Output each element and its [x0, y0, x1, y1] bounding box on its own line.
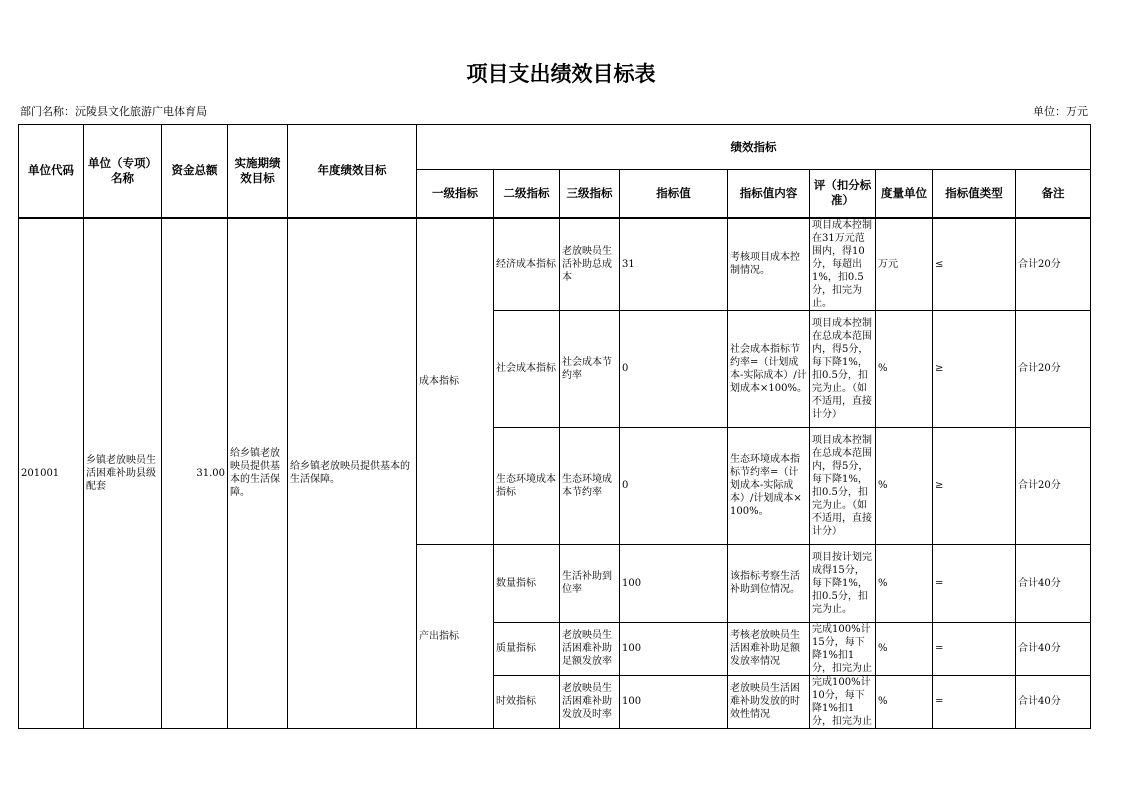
total-funds-cell: 31.00 [162, 218, 228, 729]
scoring-cell: 项目成本控制在总成本范围内，得5分，每下降1%，扣0.5分，扣完为止。（如不适用，直接计分） [810, 427, 876, 544]
unit-code-cell: 201001 [19, 218, 84, 729]
remark-cell: 合计20分 [1016, 218, 1091, 311]
indicator-value-cell: 0 [620, 310, 728, 427]
value-content-cell: 老放映员生活困难补助发放的时效性情况 [728, 675, 810, 728]
measure-unit-cell: % [876, 427, 933, 544]
measure-unit-cell: 万元 [876, 218, 933, 311]
table-row [19, 218, 1091, 311]
measure-unit-cell: % [876, 675, 933, 728]
header-period-goal: 实施期绩效目标 [228, 125, 288, 218]
level3-cell: 生活补助到位率 [560, 544, 620, 622]
scoring-cell: 项目成本控制在总成本范围内，得5分，每下降1%，扣0.5分，扣完为止。（如不适用，直接计分） [810, 310, 876, 427]
header-unit-code: 单位代码 [19, 125, 84, 218]
level3-cell: 老放映员生活困难补助发放及时率 [560, 675, 620, 728]
scoring-cell: 完成100%计15分，每下降1%扣1分，扣完为止 [810, 622, 876, 675]
measure-unit-cell: % [876, 544, 933, 622]
value-content-cell: 生态环境成本指标节约率=（计划成本-实际成本）/计划成本×100%。 [728, 427, 810, 544]
header-remark: 备注 [1016, 170, 1091, 218]
value-type-cell: ≤ [933, 218, 1016, 311]
level2-cell: 生态环境成本指标 [494, 427, 560, 544]
unit-name-cell: 乡镇老放映员生活困难补助县级配套 [84, 218, 162, 729]
value-content-cell: 该指标考察生活补助到位情况。 [728, 544, 810, 622]
remark-cell: 合计20分 [1016, 310, 1091, 427]
header-level3: 三级指标 [560, 170, 620, 218]
value-type-cell: ≥ [933, 310, 1016, 427]
remark-cell: 合计40分 [1016, 675, 1091, 728]
indicator-value-cell: 100 [620, 544, 728, 622]
header-value-content: 指标值内容 [728, 170, 810, 218]
level2-cell: 社会成本指标 [494, 310, 560, 427]
indicator-value-cell: 100 [620, 622, 728, 675]
remark-cell: 合计40分 [1016, 622, 1091, 675]
scoring-cell: 完成100%计10分，每下降1%扣1分，扣完为止 [810, 675, 876, 728]
header-value-type: 指标值类型 [933, 170, 1016, 218]
scoring-cell: 项目成本控制在31万元范围内，得10分，每超出1%，扣0.5分，扣完为止。 [810, 218, 876, 311]
value-type-cell: = [933, 544, 1016, 622]
indicator-value-cell: 100 [620, 675, 728, 728]
header-scoring: 评（扣分标准） [810, 170, 876, 218]
value-content-cell: 考核项目成本控制情况。 [728, 218, 810, 311]
annual-goal-cell: 给乡镇老放映员提供基本的生活保障。 [288, 218, 417, 729]
header-measure-unit: 度量单位 [876, 170, 933, 218]
currency-unit-label: 单位：万元 [1033, 105, 1088, 118]
level2-cell: 时效指标 [494, 675, 560, 728]
header-annual-goal: 年度绩效目标 [288, 125, 417, 218]
period-goal-cell: 给乡镇老放映员提供基本的生活保障。 [228, 218, 288, 729]
value-content-cell: 社会成本指标节约率=（计划成本-实际成本）/计划成本×100%。 [728, 310, 810, 427]
value-type-cell: = [933, 675, 1016, 728]
level3-cell: 老放映员生活困难补助足额发放率 [560, 622, 620, 675]
level1-cell: 产出指标 [417, 544, 494, 728]
indicator-value-cell: 0 [620, 427, 728, 544]
level3-cell: 社会成本节约率 [560, 310, 620, 427]
level2-cell: 数量指标 [494, 544, 560, 622]
level3-cell: 老放映员生活补助总成本 [560, 218, 620, 311]
remark-cell: 合计40分 [1016, 544, 1091, 622]
remark-cell: 合计20分 [1016, 427, 1091, 544]
indicator-value-cell: 31 [620, 218, 728, 311]
header-indicator-value: 指标值 [620, 170, 728, 218]
department-label: 部门名称：沅陵县文化旅游广电体育局 [20, 105, 207, 118]
value-content-cell: 考核老放映员生活困难补助足额发放率情况 [728, 622, 810, 675]
header-unit-name: 单位（专项）名称 [84, 125, 162, 218]
header-level1: 一级指标 [417, 170, 494, 218]
measure-unit-cell: % [876, 622, 933, 675]
performance-table [18, 124, 1091, 729]
level3-cell: 生态环境成本节约率 [560, 427, 620, 544]
measure-unit-cell: % [876, 310, 933, 427]
scoring-cell: 项目按计划完成得15分，每下降1%，扣0.5分，扣完为止。 [810, 544, 876, 622]
value-type-cell: ≥ [933, 427, 1016, 544]
header-total-funds: 资金总额 [162, 125, 228, 218]
level2-cell: 经济成本指标 [494, 218, 560, 311]
header-performance-indicators: 绩效指标 [417, 125, 1091, 170]
header-level2: 二级指标 [494, 170, 560, 218]
value-type-cell: = [933, 622, 1016, 675]
level1-cell: 成本指标 [417, 218, 494, 545]
level2-cell: 质量指标 [494, 622, 560, 675]
page-title: 项目支出绩效目标表 [466, 62, 656, 86]
